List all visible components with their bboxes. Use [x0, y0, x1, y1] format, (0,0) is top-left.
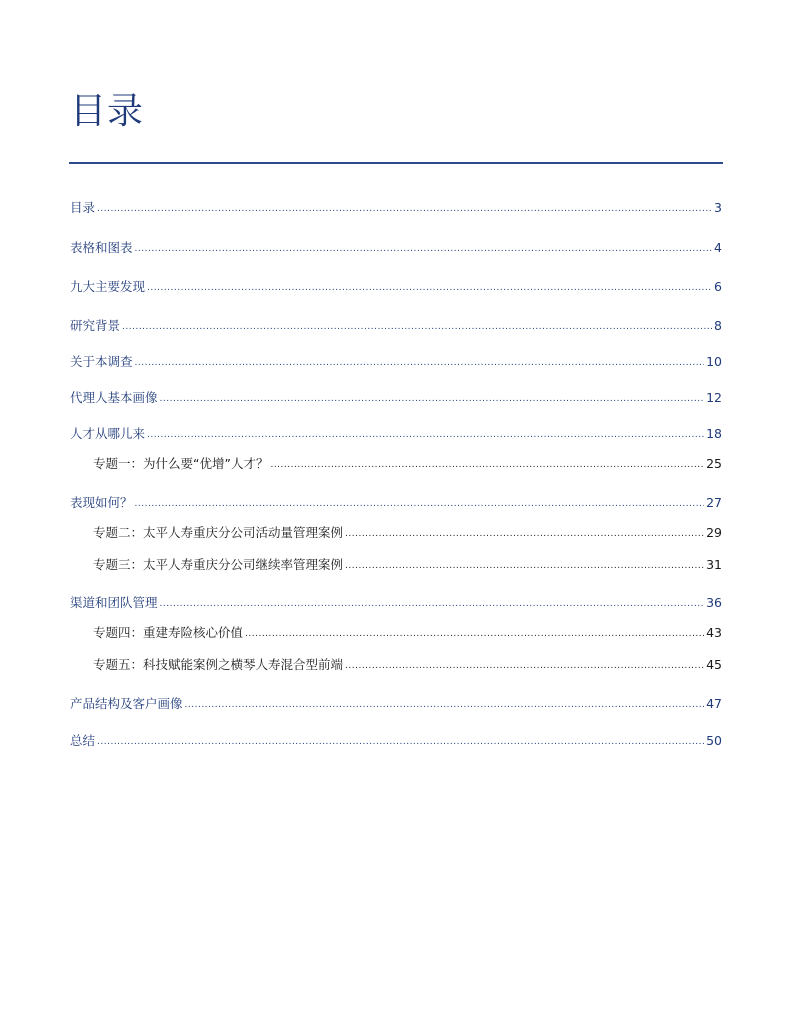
toc-entry-agent-profile[interactable]: [70, 389, 722, 407]
toc-entry-talent-sources[interactable]: [70, 425, 722, 443]
toc-dot-leader: [160, 593, 705, 613]
toc-page-number: 45: [706, 657, 722, 672]
toc-entry-channel-team-management[interactable]: [70, 594, 722, 612]
toc-entry-research-background[interactable]: [70, 317, 722, 335]
toc-entry-label: 目录: [70, 200, 96, 215]
toc-dot-leader: [185, 694, 705, 714]
toc-subentry-topic-1[interactable]: [93, 455, 722, 473]
toc-subentry-topic-4[interactable]: [93, 624, 722, 642]
toc-page-number: 50: [706, 733, 722, 748]
toc-page-number: 47: [706, 696, 722, 711]
toc-dot-leader: [122, 316, 712, 336]
toc-dot-leader: [345, 555, 704, 575]
toc-entry-label: 专题二：太平人寿重庆分公司活动量管理案例: [93, 525, 344, 540]
toc-page-number: 12: [706, 390, 722, 405]
toc-page-number: 43: [706, 625, 722, 640]
toc-dot-leader: [160, 388, 705, 408]
page-title: 目录: [70, 91, 145, 132]
toc-dot-leader: [135, 238, 713, 258]
toc-dot-leader: [97, 198, 712, 218]
toc-entry-label: 专题四：重建寿险核心价值: [93, 625, 244, 640]
toc-entry-label: 研究背景: [70, 318, 121, 333]
toc-entry-label: 九大主要发现: [70, 279, 146, 294]
toc-entry-performance[interactable]: [70, 494, 722, 512]
toc-dot-leader: [147, 277, 712, 297]
toc-dot-leader: [135, 493, 705, 513]
toc-entry-key-findings[interactable]: [70, 278, 722, 296]
toc-dot-leader: [270, 454, 704, 474]
toc-page-number: 36: [706, 595, 722, 610]
toc-dot-leader: [97, 731, 704, 751]
toc-page-number: 8: [714, 318, 722, 333]
toc-dot-leader: [245, 623, 704, 643]
toc-entry-label: 关于本调查: [70, 354, 133, 369]
toc-entry-contents[interactable]: [70, 199, 722, 217]
toc-entry-label: 专题五：科技赋能案例之横琴人寿混合型前端: [93, 657, 344, 672]
toc-entry-label: 表格和图表: [70, 240, 133, 255]
toc-page-number: 27: [706, 495, 722, 510]
toc-entry-label: 总结: [70, 733, 96, 748]
toc-entry-label: 产品结构及客户画像: [70, 696, 183, 711]
toc-dot-leader: [345, 523, 704, 543]
toc-page-number: 31: [706, 557, 722, 572]
toc-dot-leader: [147, 424, 704, 444]
toc-subentry-topic-5[interactable]: [93, 656, 722, 674]
toc-entry-label: 渠道和团队管理: [70, 595, 158, 610]
toc-dot-leader: [135, 352, 705, 372]
toc-entry-label: 表现如何？: [70, 495, 133, 510]
toc-page-number: 10: [706, 354, 722, 369]
toc-page-number: 29: [706, 525, 722, 540]
toc-subentry-topic-2[interactable]: [93, 524, 722, 542]
toc-page-number: 6: [714, 279, 722, 294]
toc-entry-label: 人才从哪儿来: [70, 426, 146, 441]
toc-page-number: 18: [706, 426, 722, 441]
toc-entry-label: 专题一：为什么要“优增”人才？: [93, 456, 269, 471]
toc-entry-label: 专题三：太平人寿重庆分公司继续率管理案例: [93, 557, 344, 572]
toc-page-number: 25: [706, 456, 722, 471]
toc-page-number: 3: [714, 200, 722, 215]
toc-dot-leader: [345, 655, 704, 675]
toc-entry-summary[interactable]: [70, 732, 722, 750]
toc-entry-label: 代理人基本画像: [70, 390, 158, 405]
toc-entry-about-survey[interactable]: [70, 353, 722, 371]
toc-subentry-topic-3[interactable]: [93, 556, 722, 574]
toc-entry-products-customers[interactable]: [70, 695, 722, 713]
toc-entry-tables-and-charts[interactable]: [70, 239, 722, 257]
toc-page-number: 4: [714, 240, 722, 255]
